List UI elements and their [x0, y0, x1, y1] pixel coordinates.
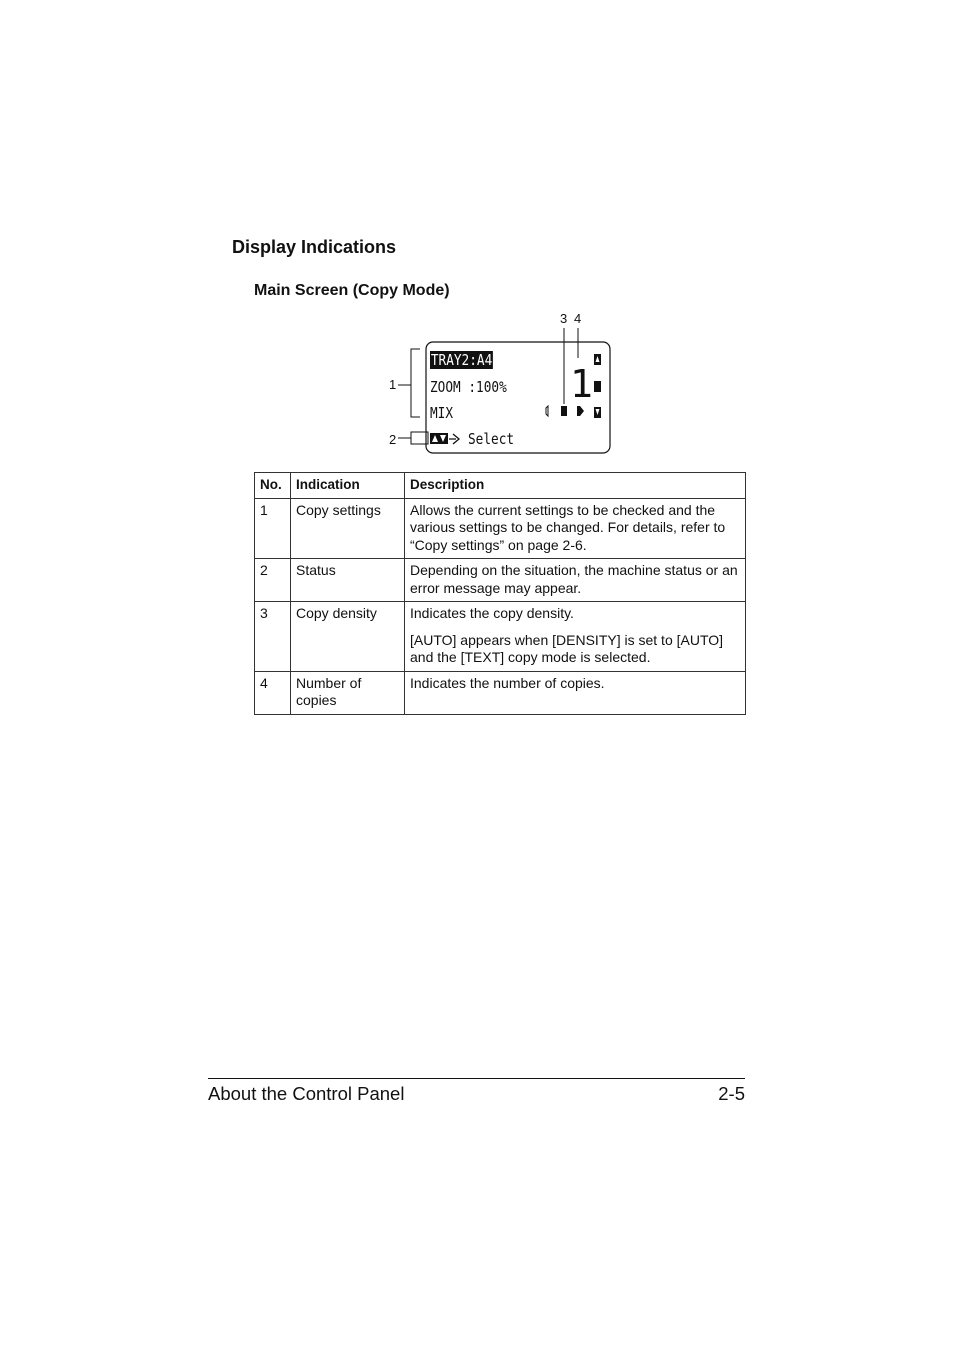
cell-description [405, 498, 746, 559]
cell-description [405, 602, 746, 672]
cell-indication: Copy settings [291, 498, 405, 559]
header-indication: Indication [291, 473, 405, 499]
table-row [255, 498, 746, 559]
table-row [255, 559, 746, 602]
callout-4: 4 [574, 311, 582, 326]
cell-indication: Number of copies [291, 671, 405, 714]
header-no: No. [255, 473, 291, 499]
scroll-indicator-icons [594, 354, 601, 418]
lcd-line-mode: MIX [430, 404, 454, 422]
cell-indication: Status [291, 559, 405, 602]
cell-description [405, 559, 746, 602]
subsection-title: Main Screen (Copy Mode) [254, 282, 450, 299]
header-description: Description [405, 473, 746, 499]
table-row [255, 602, 746, 672]
lcd-line-status: Select [468, 430, 515, 448]
table-header-row [255, 473, 746, 499]
cell-no: 3 [255, 602, 291, 672]
callout-3: 3 [560, 311, 568, 326]
lcd-display-illustration [380, 308, 620, 458]
cell-description [405, 671, 746, 714]
callout-1: 1 [389, 377, 397, 392]
description-text: Indicates the number of copies. [410, 674, 605, 691]
lcd-line-tray [430, 351, 493, 369]
footer-chapter-title: About the Control Panel [208, 1083, 405, 1104]
copies-count: 1 [570, 362, 593, 406]
cell-no: 4 [255, 671, 291, 714]
cell-indication: Copy density [291, 602, 405, 672]
footer-divider [208, 1078, 745, 1079]
cell-no: 1 [255, 498, 291, 559]
footer-page-number: 2-5 [718, 1083, 745, 1104]
description-text: Indicates the copy density. [410, 605, 574, 621]
lcd-line-zoom: ZOOM :100% [430, 378, 507, 396]
table-row [255, 671, 746, 714]
lcd-tray-text: TRAY2:A4 [430, 351, 493, 369]
cell-no: 2 [255, 559, 291, 602]
callout-2: 2 [389, 432, 397, 447]
right-arrow-icon [449, 434, 459, 444]
density-indicator-icons [546, 406, 584, 416]
description-text: Allows the current settings to be checked and the various settings to be changed. For details, refer to “Copy settings” on page 2-6. [410, 501, 726, 553]
section-title: Display Indications [232, 237, 397, 257]
up-down-arrow-icon [430, 433, 448, 444]
description-text: Depending on the situation, the machine status or an error message may appear. [410, 562, 738, 596]
indications-table [254, 472, 746, 715]
description-text: [AUTO] appears when [DENSITY] is set to [AUTO] and the [TEXT] copy mode is selected. [410, 631, 724, 665]
